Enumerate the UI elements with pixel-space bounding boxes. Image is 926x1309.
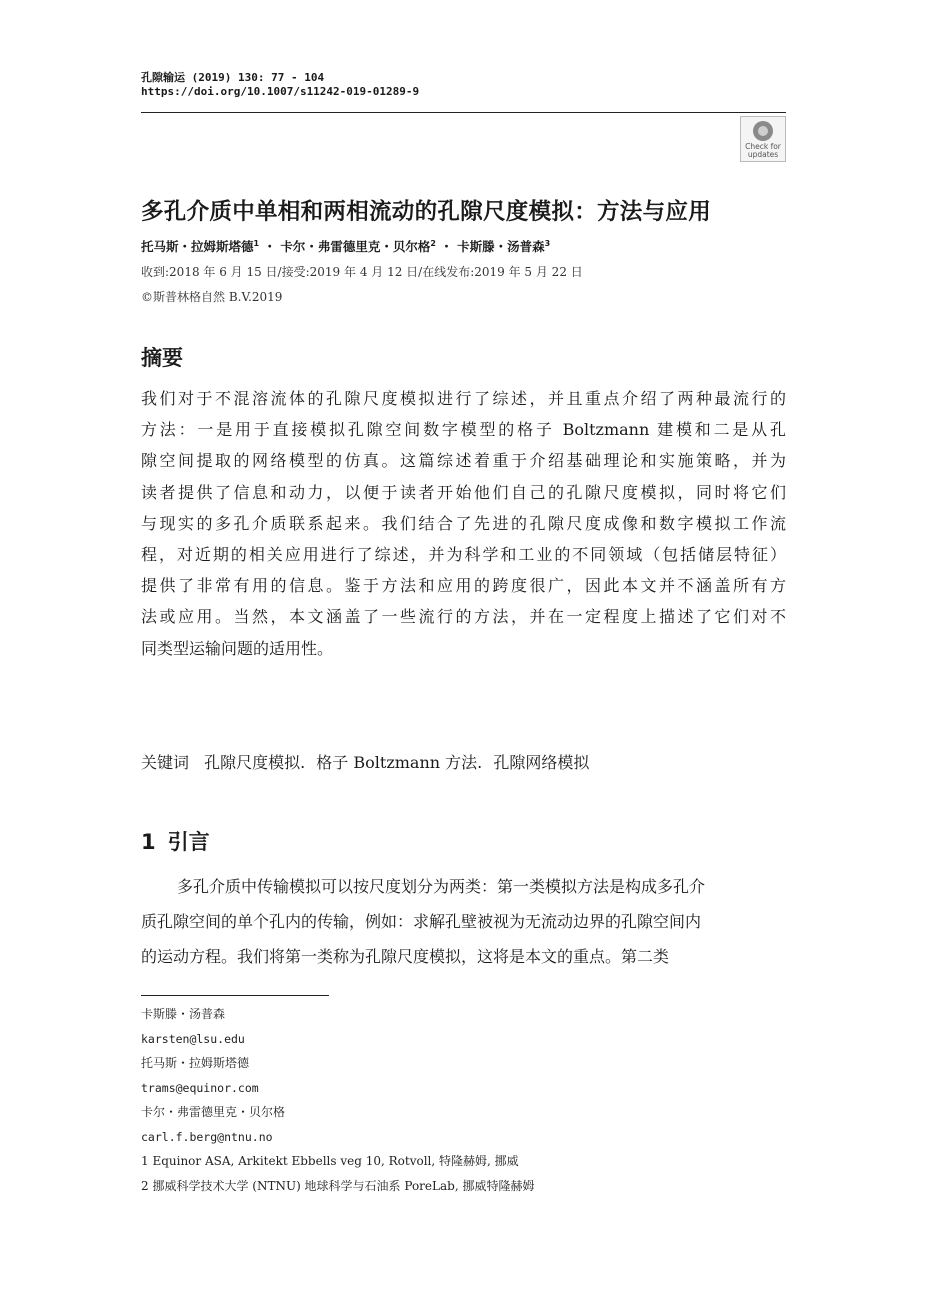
crossmark-icon [753, 121, 773, 141]
keywords-row [141, 750, 595, 773]
author-name[interactable]: 托马斯・拉姆斯塔德 [141, 239, 254, 254]
abstract-line: 隙空间提取的网络模型的仿真。这篇综述着重于介绍基础理论和实施策略，并为 [141, 451, 786, 471]
author-list [141, 237, 550, 255]
footnote-rule [141, 995, 329, 996]
copyright-notice: ©斯普林格自然 B.V.2019 [141, 290, 283, 304]
author-separator: ・ [263, 239, 276, 254]
check-updates-line-1: Check for [745, 142, 781, 151]
article-title: 多孔介质中单相和两相流动的孔隙尺度模拟：方法与应用 [141, 199, 712, 225]
author-footnote-name: 卡尔・弗雷德里克・贝尔格 [141, 1105, 286, 1119]
abstract-line: 程，对近期的相关应用进行了综述，并为科学和工业的不同领域（包括储层特征） [141, 544, 786, 564]
author-email[interactable]: carl.f.berg@ntnu.no [141, 1129, 273, 1144]
author-footnote-name: 托马斯・拉姆斯塔德 [141, 1056, 250, 1070]
author-affiliation-mark: 3 [544, 238, 551, 248]
introduction-body [141, 869, 786, 974]
author-name[interactable]: 卡斯滕・汤普森 [457, 239, 545, 254]
abstract-line: 同类型运输问题的适用性。 [141, 638, 334, 658]
section-title: 引言 [167, 830, 210, 854]
intro-line: 的运动方程。我们将第一类称为孔隙尺度模拟，这将是本文的重点。第二类 [141, 947, 670, 966]
intro-line: 多孔介质中传输模拟可以按尺度划分为两类：第一类模拟方法是构成多孔介 [177, 877, 706, 896]
journal-reference: 孔隙输运 (2019) 130: 77 - 104 [141, 71, 325, 84]
section-number: 1 [141, 830, 156, 854]
abstract-line: 提供了非常有用的信息。鉴于方法和应用的跨度很广，因此本文并不涵盖所有方 [141, 576, 786, 596]
keyword: 孔隙网络模拟 [493, 753, 590, 772]
author-affiliation-mark: 2 [430, 238, 436, 248]
keywords-label: 关键词 [141, 753, 190, 772]
check-for-updates-badge[interactable] [740, 116, 786, 162]
abstract-line: 与现实的多孔介质联系起来。我们结合了先进的孔隙尺度成像和数字模拟工作流 [141, 513, 786, 533]
check-updates-line-2: updates [747, 150, 779, 159]
header-rule [141, 112, 786, 113]
affiliation-2: 2 挪威科学技术大学 (NTNU) 地球科学与石油系 PoreLab, 挪威特隆赫姆 [141, 1178, 535, 1193]
publication-dates: 收到:2018 年 6 月 15 日/接受:2019 年 4 月 12 日/在线发布:2019 年 5 月 22 日 [141, 265, 583, 279]
author-email[interactable]: karsten@lsu.edu [141, 1031, 245, 1046]
abstract-body [141, 383, 786, 664]
affiliation-1: 1 Equinor ASA, Arkitekt Ebbells veg 10, Rotvoll, 特隆赫姆, 挪威 [141, 1154, 519, 1168]
author-email[interactable]: trams@equinor.com [141, 1080, 259, 1095]
abstract-line: 方法：一是用于直接模拟孔隙空间数字模型的格子 Boltzmann 建模和二是从孔 [141, 420, 786, 440]
corresponding-author-name: 卡斯滕・汤普森 [141, 1007, 226, 1021]
abstract-line: 法或应用。当然，本文涵盖了一些流行的方法，并在一定程度上描述了它们对不 [141, 607, 786, 627]
section-heading-introduction [141, 826, 210, 856]
author-name[interactable]: 卡尔・弗雷德里克・贝尔格 [280, 239, 431, 254]
keyword: 孔隙尺度模拟. [204, 753, 306, 772]
abstract-line: 读者提供了信息和动力，以便于读者开始他们自己的孔隙尺度模拟，同时将它们 [141, 482, 786, 502]
intro-line: 质孔隙空间的单个孔内的传输，例如：求解孔壁被视为无流动边界的孔隙空间内 [141, 912, 702, 931]
author-affiliation-mark: 1 [253, 238, 260, 248]
doi-link[interactable]: https://doi.org/10.1007/s11242-019-01289-9 [141, 85, 420, 98]
abstract-heading: 摘要 [141, 346, 183, 370]
abstract-line: 我们对于不混溶流体的孔隙尺度模拟进行了综述，并且重点介绍了两种最流行的 [141, 389, 786, 408]
footnotes [141, 1002, 534, 1198]
keyword: 格子 Boltzmann 方法. [316, 753, 483, 772]
author-separator: ・ [440, 239, 453, 254]
